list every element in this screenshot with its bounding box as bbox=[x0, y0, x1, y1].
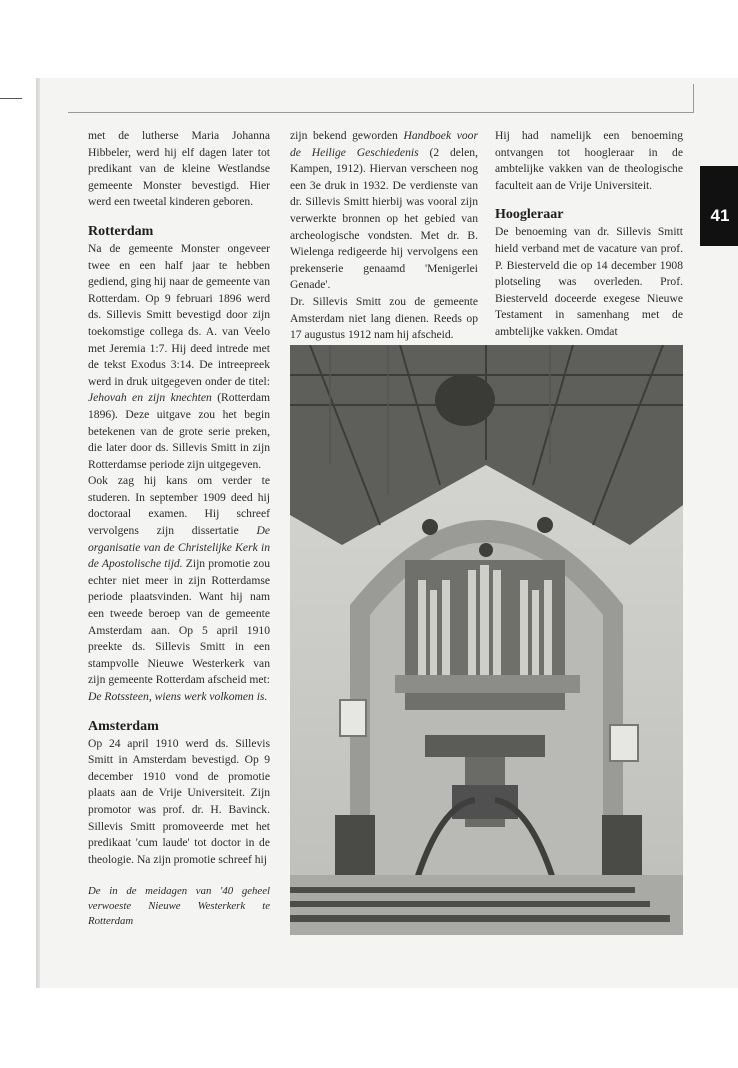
text-column-1 bbox=[88, 128, 270, 868]
paragraph bbox=[290, 128, 478, 294]
photo-caption: De in de meidagen van '40 geheel verwoeste Nieuwe Westerkerk te Rotterdam bbox=[88, 885, 270, 927]
text-run: Ook zag hij kans om verder te studeren. In september 1909 deed hij doctoraal examen. Hij schreef vervolgens zijn dissertatie bbox=[88, 474, 270, 538]
paragraph: De benoeming van dr. Sillevis Smitt hield verband met de vacature van prof. P. Biesterveld die op 14 december 1908 plotseling was overleden. Prof. Biesterveld doceerde exegese Nieuwe Testament in samenhang met de ambtelijke vakken. Omdat bbox=[495, 225, 683, 338]
book-title: Jehovah en zijn knechten bbox=[88, 391, 212, 405]
text-run: Zijn promotie zou echter niet meer in zijn Rotterdamse periode plaatsvinden. Want hij nam een tweede beroep van de gemeente Amsterdam aan. Op 5 april 1910 preekte ds. Sillevis Smitt in een stampvolle Nieuwe Westerkerk van zijn gemeente Rotterdam afscheid met: bbox=[88, 557, 270, 687]
paragraph: Hij had namelijk een benoeming ontvangen tot hoogleraar in de ambtelijke vakken van de theologische faculteit aan de Vrije Universiteit. bbox=[495, 129, 683, 192]
section-heading-rotterdam: Rotterdam bbox=[88, 223, 154, 239]
page-number: 41 bbox=[710, 206, 730, 225]
text-column-2 bbox=[290, 128, 478, 344]
text-run: Na de gemeente Monster ongeveer twee en een half jaar te hebben gediend, ging hij naar de gemeente van Rotterdam. Op 9 februari 1896 werd ds. Sillevis Smitt bevestigd door zijn toekomstige collega ds. A. van Veelo met Jeremia 1:7. Hij deed intrede met de tekst Exodus 3:14. De intreepreek werd in druk uitgegeven onder de titel: bbox=[88, 241, 270, 388]
section-heading-amsterdam: Amsterdam bbox=[88, 718, 159, 734]
section-heading-hoogleraar: Hoogleraar bbox=[495, 207, 564, 223]
paragraph: Dr. Sillevis Smitt zou de gemeente Amsterdam niet lang dienen. Reeds op 17 augustus 1912 nam hij afscheid. bbox=[290, 294, 478, 342]
margin-tick bbox=[0, 98, 22, 99]
text-column-3 bbox=[495, 128, 683, 341]
dissertation-title: De organisatie van de Christelijke Kerk in de Apostolische tijd. bbox=[88, 524, 270, 571]
paragraph bbox=[88, 241, 270, 473]
header-rule-end bbox=[693, 84, 694, 113]
book-title: Handboek voor de Heilige Geschiedenis bbox=[290, 129, 478, 159]
text-run: (2 delen, Kampen, 1912). Hiervan verscheen nog een 3e druk in 1932. De verdienste van dr. Sillevis Smitt hierbij was vooral zijn verwerkte bronnen op het gebied van archeologische vondsten. Met dr. B. Wielenga redigeerde hij vervolgens een prekenserie genaamd 'Menigerlei Genade'. bbox=[290, 145, 478, 292]
text-run: (Rotterdam 1896). Deze uitgave zou het begin betekenen van de grote serie preken, die later door ds. Sillevis Smitt in zijn Rotterdamse periode zijn uitgegeven. bbox=[88, 391, 270, 471]
paragraph: Op 24 april 1910 werd ds. Sillevis Smitt in Amsterdam bevestigd. Op 9 december 1910 vond de promotie plaats aan de Vrije Universiteit. Zijn promotor was prof. dr. H. Bavinck. Sillevis Smitt promoveerde met het predikaat 'cum laude' tot doctor in de theologie. Na zijn promotie schreef hij bbox=[88, 736, 270, 866]
paragraph bbox=[88, 473, 270, 705]
paragraph: met de lutherse Maria Johanna Hibbeler, werd hij elf dagen later tot predikant van de kleine Westlandse gemeente Monster bevestigd. Hier werd een tweetal kinderen geboren. bbox=[88, 129, 270, 209]
sermon-quote: De Rotssteen, wiens werk volkomen is. bbox=[88, 690, 268, 703]
church-interior-photo bbox=[290, 345, 683, 935]
text-run: zijn bekend geworden bbox=[290, 129, 404, 142]
church-interior-illustration bbox=[290, 345, 683, 935]
header-rule bbox=[68, 112, 694, 113]
